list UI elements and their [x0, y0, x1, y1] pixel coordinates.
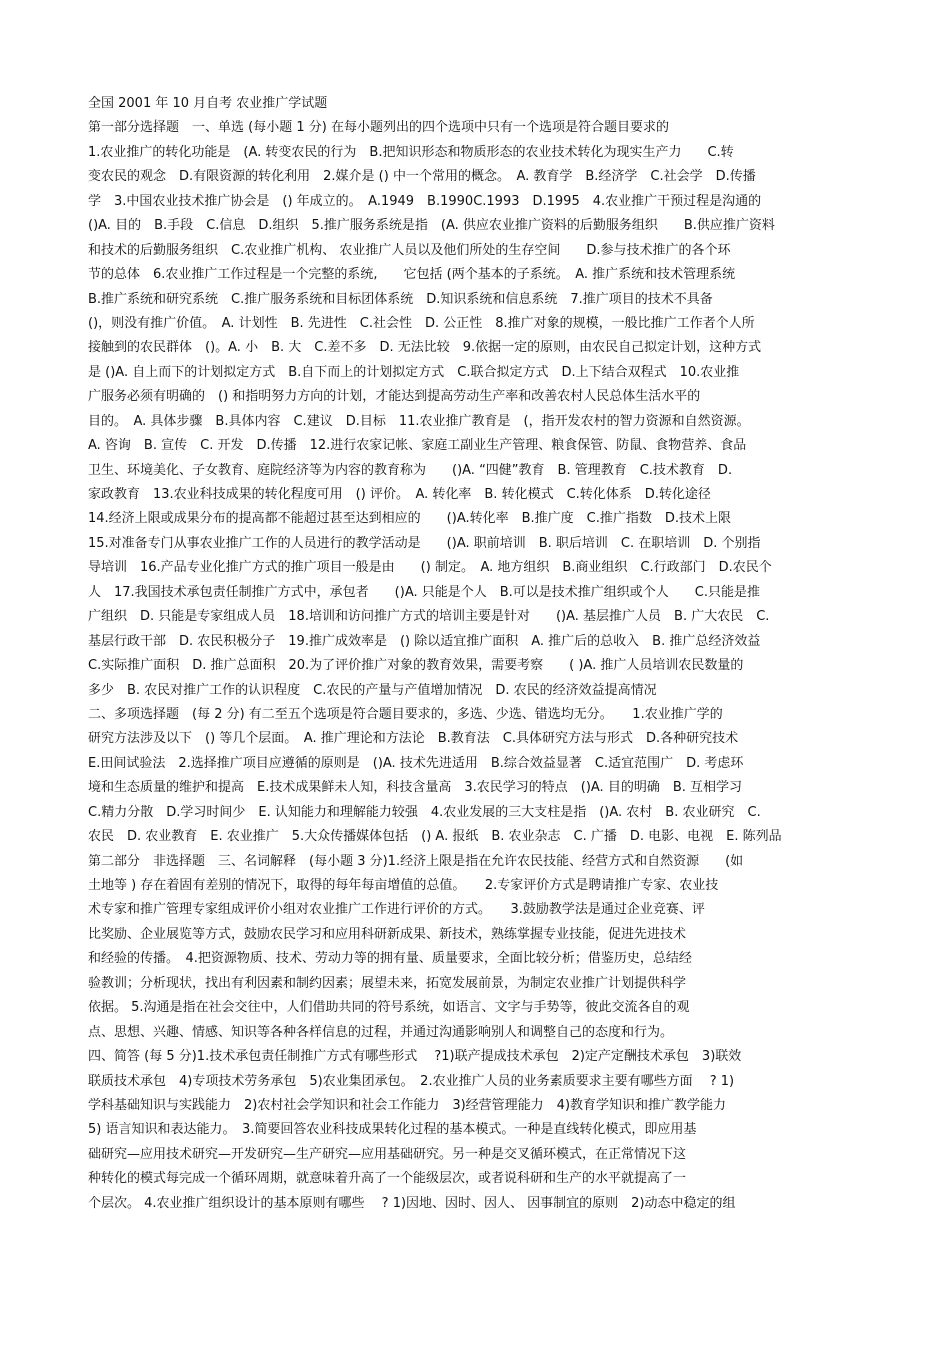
- text-line: B.推广系统和研究系统 C.推广服务系统和目标团体系统 D.知识系统和信息系统 7.推广项目的技术不具备: [88, 291, 713, 307]
- text-line: E.田间试验法 2.选择推广项目应遵循的原则是 ()A. 技术先进适用 B.综合效益显著 C.适宜范围广 D. 考虑环: [88, 755, 744, 771]
- text-line: 变农民的观念 D.有限资源的转化利用 2.媒介是 () 中一个常用的概念。 A. 教育学 B.经济学 C.社会学 D.传播: [88, 169, 756, 185]
- text-line: 广服务必须有明确的 () 和指明努力方向的计划，才能达到提高劳动生产率和改善农村人民总体生活水平的: [88, 389, 701, 405]
- text-line: 农民 D. 农业教育 E. 农业推广 5.大众传播媒体包括 () A. 报纸 B. 农业杂志 C. 广播 D. 电影、电视 E. 陈列品: [88, 829, 782, 845]
- text-line: 验教训；分析现状，找出有利因素和制约因素；展望未来，拓宽发展前景，为制定农业推广计划提供科学: [88, 975, 687, 991]
- text-line: ()，则没有推广价值。 A. 计划性 B. 先进性 C.社会性 D. 公正性 8.推广对象的规模，一般比推广工作者个人所: [88, 315, 755, 331]
- text-line: A. 咨询 B. 宣传 C. 开发 D.传播 12.进行农家记帐、家庭工副业生产管理、粮食保管、防鼠、食物营养、食品: [88, 438, 747, 454]
- text-line: 和技术的后勤服务组织 C.农业推广机构、 农业推广人员以及他们所处的生存空间 D.参与技术推广的各个环: [88, 242, 731, 258]
- text-line: 是 ()A. 自上而下的计划拟定方式 B.自下而上的计划拟定方式 C.联合拟定方式 D.上下结合双程式 10.农业推: [88, 364, 740, 380]
- text-line: 14.经济上限或成果分布的提高都不能超过甚至达到相应的 ()A.转化率 B.推广度 C.推广指数 D.技术上限: [88, 511, 732, 527]
- text-line: 目的。 A. 具体步骤 B.具体内容 C.建议 D.目标 11.农业推广教育是 (，指开发农村的智力资源和自然资源。: [88, 413, 750, 429]
- text-line: 四、简答 (每 5 分)1.技术承包责任制推广方式有哪些形式 ?1)联产提成技术承包 2)定产定酬技术承包 3)联效: [88, 1049, 742, 1065]
- text-line: 和经验的传播。 4.把资源物质、技术、劳动力等的拥有量、质量要求，全面比较分析；借鉴历史，总结经: [88, 951, 692, 967]
- text-line: 研究方法涉及以下 () 等几个层面。 A. 推广理论和方法论 B.教育法 C.具体研究方法与形式 D.各种研究技术: [88, 731, 739, 747]
- text-line: 点、思想、兴趣、情感、知识等各种各样信息的过程，并通过沟通影响别人和调整自己的态度和行为。: [88, 1024, 674, 1040]
- text-line: C.实际推广面积 D. 推广总面积 20.为了评价推广对象的教育效果，需要考察 ( )A. 推广人员培训农民数量的: [88, 658, 744, 674]
- text-line: 联质技术承包 4)专项技术劳务承包 5)农业集团承包。 2.农业推广人员的业务素质要求主要有哪些方面 ? 1): [88, 1073, 735, 1089]
- text-line: 导培训 16.产品专业化推广方式的推广项目一般是由 () 制定。 A. 地方组织 B.商业组织 C.行政部门 D.农民个: [88, 560, 772, 576]
- text-line: 1.农业推广的转化功能是 (A. 转变农民的行为 B.把知识形态和物质形态的农业技术转化为现实生产力 C.转: [88, 144, 734, 160]
- text-line: 卫生、环境美化、子女教育、庭院经济等为内容的教育称为 ()A. “四健”教育 B. 管理教育 C.技术教育 D.: [88, 462, 733, 478]
- text-line: 全国 2001 年 10 月自考 农业推广学试题: [88, 96, 328, 111]
- text-line: 比奖励、企业展览等方式，鼓励农民学习和应用科研新成果、新技术，熟练掌握专业技能，促进先进技术: [88, 926, 687, 942]
- text-line: C.精力分散 D.学习时间少 E. 认知能力和理解能力较强 4.农业发展的三大支柱是指 ()A. 农村 B. 农业研究 C.: [88, 804, 761, 820]
- text-line: ()A. 目的 B.手段 C.信息 D.组织 5.推广服务系统是指 (A. 供应农业推广资料的后勤服务组织 B.供应推广资料: [88, 218, 775, 234]
- text-line: 多少 B. 农民对推广工作的认识程度 C.农民的产量与产值增加情况 D. 农民的经济效益提高情况: [88, 682, 657, 698]
- text-line: 第二部分 非选择题 三、名词解释 (每小题 3 分)1.经济上限是指在允许农民技能、经营方式和自然资源 (如: [88, 853, 744, 869]
- text-line: 术专家和推广管理专家组成评价小组对农业推广工作进行评价的方式。 3.鼓励教学法是通过企业竞赛、评: [88, 902, 705, 918]
- text-line: 依据。 5.沟通是指在社会交往中，人们借助共同的符号系统，如语言、文字与手势等，彼此交流各自的观: [88, 1000, 690, 1016]
- text-line: 础研究—应用技术研究—开发研究—生产研究—应用基础研究。另一种是交叉循环模式，在正常情况下这: [88, 1146, 687, 1162]
- text-line: 二、多项选择题 (每 2 分) 有二至五个选项是符合题目要求的，多选、少选、错选均无分。 1.农业推广学的: [88, 706, 723, 722]
- document-page: [88, 92, 863, 1241]
- text-line: 土地等 ) 存在着固有差别的情况下，取得的每年每亩增值的总值。 2.专家评价方式是聘请推广专家、农业技: [88, 878, 719, 893]
- text-line: [88, 1216, 863, 1240]
- text-line: 家政教育 13.农业科技成果的转化程度可用 () 评价。 A. 转化率 B. 转化模式 C.转化体系 D.转化途径: [88, 487, 711, 502]
- text-line: 境和生态质量的维护和提高 E.技术成果鲜未人知，科技含量高 3.农民学习的特点 ()A. 目的明确 B. 互相学习: [88, 780, 743, 796]
- text-line: 5) 语言知识和表达能力。 3.简要回答农业科技成果转化过程的基本模式。一种是直线转化模式，即应用基: [88, 1122, 697, 1138]
- text-line: 学科基础知识与实践能力 2)农村社会学知识和社会工作能力 3)经营管理能力 4)教育学知识和推广教学能力: [88, 1097, 727, 1113]
- text-line: 基层行政干部 D. 农民积极分子 19.推广成效率是 () 除以适宜推广面积 A. 推广后的总收入 B. 推广总经济效益: [88, 633, 761, 649]
- text-line: 15.对准备专门从事农业推广工作的人员进行的教学活动是 ()A. 职前培训 B. 职后培训 C. 在职培训 D. 个别指: [88, 535, 761, 551]
- text-line: 人 17.我国技术承包责任制推广方式中，承包者 ()A. 只能是个人 B.可以是技术推广组织或个人 C.只能是推: [88, 584, 761, 600]
- text-line: 种转化的模式每完成一个循环周期，就意味着升高了一个能级层次，或者说科研和生产的水平就提高了一: [88, 1171, 687, 1187]
- text-line: 接触到的农民群体 ()。A. 小 B. 大 C.差不多 D. 无法比较 9.依据一定的原则，由农民自己拟定计划，这种方式: [88, 340, 762, 356]
- text-line: 节的总体 6.农业推广工作过程是一个完整的系统, 它包括 (两个基本的子系统。 A. 推广系统和技术管理系统: [88, 267, 736, 283]
- text-line: 学 3.中国农业技术推广协会是 () 年成立的。 A.1949 B.1990C.1993 D.1995 4.农业推广干预过程是沟通的: [88, 193, 762, 209]
- text-line: 广组织 D. 只能是专家组成人员 18.培训和访问推广方式的培训主要是针对 ()A. 基层推广人员 B. 广大农民 C.: [88, 609, 770, 625]
- text-line: 个层次。 4.农业推广组织设计的基本原则有哪些 ? 1)因地、因时、因人、 因事制宜的原则 2)动态中稳定的组: [88, 1195, 736, 1211]
- text-line: 第一部分选择题 一、单选 (每小题 1 分) 在每小题列出的四个选项中只有一个选项是符合题目要求的: [88, 120, 669, 136]
